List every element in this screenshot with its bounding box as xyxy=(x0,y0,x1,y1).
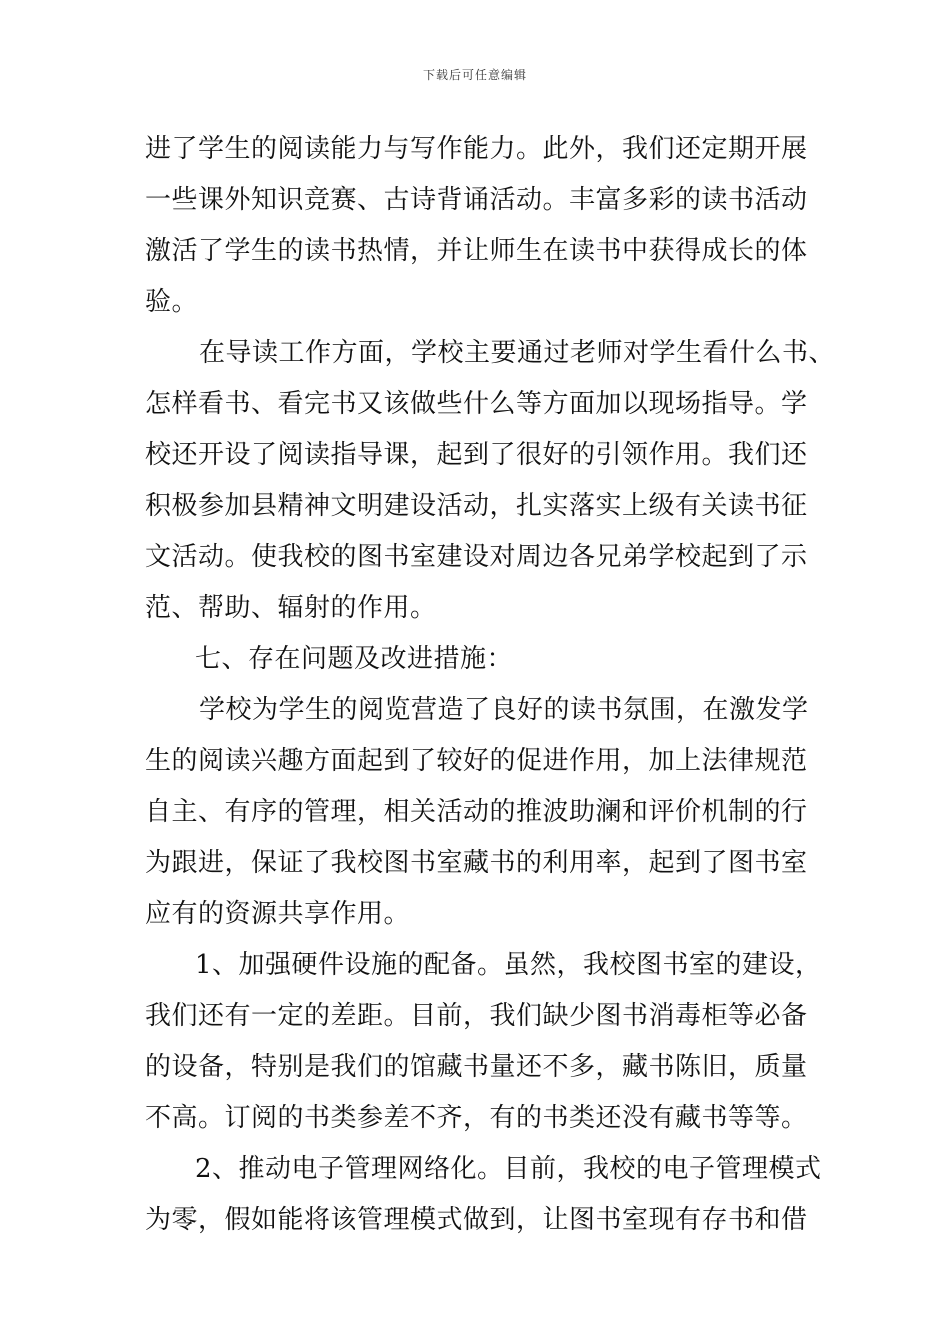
text-line: 范、帮助、辐射的作用。 xyxy=(145,593,437,623)
text-line: 的设备，特别是我们的馆藏书量还不多，藏书陈旧，质量 xyxy=(145,1052,808,1082)
text-line: 文活动。使我校的图书室建设对周边各兄弟学校起到了示 xyxy=(145,542,808,572)
text-line: 我们还有一定的差距。目前，我们缺少图书消毒柜等必备 xyxy=(145,1001,808,1031)
text-line: 生的阅读兴趣方面起到了较好的促进作用，加上法律规范 xyxy=(145,746,808,776)
text-line: 验。 xyxy=(145,287,199,317)
text-line: 为跟进，保证了我校图书室藏书的利用率，起到了图书室 xyxy=(145,848,808,878)
section-heading: 七、存在问题及改进措施： xyxy=(195,644,514,674)
paragraph-first-line: 学校为学生的阅览营造了良好的读书氛围，在激发学 xyxy=(199,695,809,725)
text-line: 为零，假如能将该管理模式做到，让图书室现有存书和借 xyxy=(145,1205,808,1235)
text-line: 不高。订阅的书类参差不齐，有的书类还没有藏书等等。 xyxy=(145,1103,808,1133)
text-line: 进了学生的阅读能力与写作能力。此外，我们还定期开展 xyxy=(145,134,808,164)
text-line: 怎样看书、看完书又该做些什么等方面加以现场指导。学 xyxy=(145,389,808,419)
text-line: 积极参加县精神文明建设活动，扎实落实上级有关读书征 xyxy=(145,491,808,521)
paragraph-first-line: 1、加强硬件设施的配备。虽然，我校图书室的建设， xyxy=(195,950,822,980)
text-line: 激活了学生的读书热情，并让师生在读书中获得成长的体 xyxy=(145,236,808,266)
page-header-note: 下载后可任意编辑 xyxy=(422,68,527,82)
text-line: 应有的资源共享作用。 xyxy=(145,899,411,929)
text-line: 一些课外知识竞赛、古诗背诵活动。丰富多彩的读书活动 xyxy=(145,185,808,215)
text-line: 校还开设了阅读指导课，起到了很好的引领作用。我们还 xyxy=(145,440,808,470)
paragraph-first-line: 2、推动电子管理网络化。目前，我校的电子管理模式 xyxy=(195,1154,822,1184)
text-line: 自主、有序的管理，相关活动的推波助澜和评价机制的行 xyxy=(145,797,808,827)
paragraph-first-line: 在导读工作方面，学校主要通过老师对学生看什么书、 xyxy=(199,338,836,368)
document-body xyxy=(145,124,836,1246)
